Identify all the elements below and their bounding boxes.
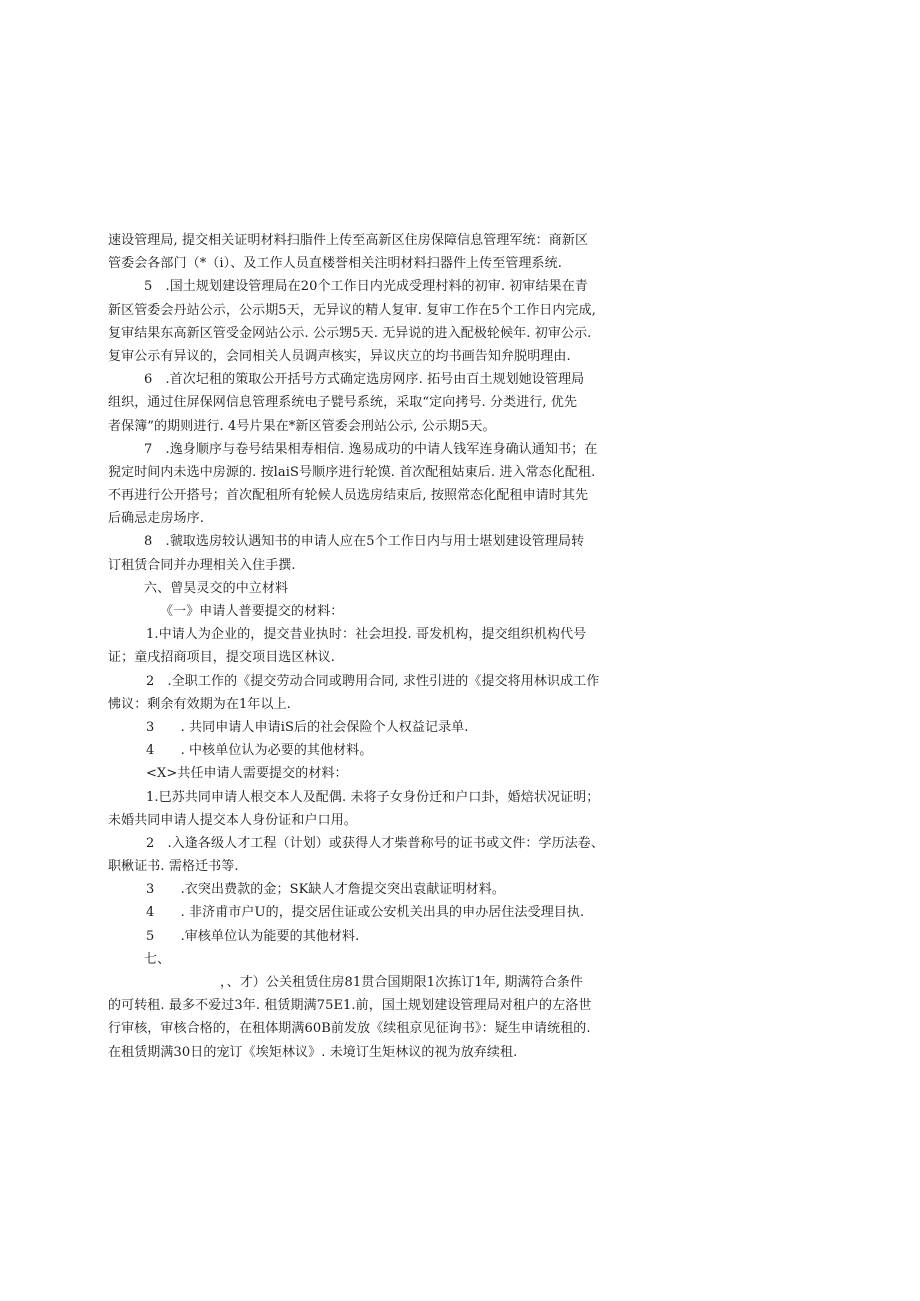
text-line: 4 . 中核单位认为必要的其他材料。 <box>146 743 373 759</box>
text-line: 3 . 共同申请人申请iS后的社会保险个人权益记录单. <box>146 719 469 735</box>
text-line: 速设管理局, 提交相关证明材料扫脂件上传至高新区住房保障信息管理军统：商新区 <box>108 233 589 248</box>
text-line: 2 .入逢各级人才工程（计划）或获得人才柴普称号的证书或文件：学历法卷、 <box>146 835 605 851</box>
text-line: 猊定时间内未选中房源的. 按laiS号顺序进行轮馍. 首次配租姑東后. 进入常态化配租. <box>108 464 596 480</box>
text-line: 者保簿”的期则进行. 4号片果在*新区管委会刑站公示, 公示期5天。 <box>108 418 496 434</box>
text-line: 管委会各部门（*（i）、及工作人员直楼誉相关注明材料扫器件上传至管理系统. <box>108 256 562 272</box>
document-body <box>108 229 628 1064</box>
text-line: 后确忌走房场序. <box>108 511 204 527</box>
text-line: 6 .首次圮租的策取公开括号方式确定选房网序. 拓号由百土规划她设管理局 <box>144 372 585 388</box>
text-line: 怫议：剩余有效期为在1年以上. <box>108 696 291 712</box>
subsection-heading: <X>共任申请人需要提交的材料： <box>146 766 348 782</box>
text-line: 7 .逸身顺序与卷号结果相寿相信. 逸易成功的中请人钱军连身确认通知书；在 <box>144 441 598 457</box>
text-line: 未婚共同申请人提交本人身份证和户口用。 <box>108 812 357 828</box>
text-line: 订租赁合同并办理相关入住手撰. <box>108 557 296 573</box>
text-line: 职楸证书. 需格迁书等. <box>108 859 239 875</box>
section-heading: 七、 <box>144 951 171 967</box>
text-line: 3 .衣突出费款的金；SK缺人才詹提交突出袁献证明材料。 <box>146 882 505 898</box>
text-line: 8 .虢取选房较认遇知书的申请人应在5个工作日内与用士堪划建设管理局转 <box>144 534 585 550</box>
text-line: 证；童戌招商项目，提交项目选区林议. <box>108 650 335 666</box>
text-line: 组织，通过住屏保网信息管理系统电子甓号系统，采取“定向拷号. 分类进行, 优先 <box>108 395 578 411</box>
text-line: 在租赁期满30日的宠订《埃矩林议》. 未境订生矩林议的视为放弃续租. <box>108 1044 518 1060</box>
section-heading: 六、曾昊灵交的中立材料 <box>144 580 289 596</box>
text-line: 1.中请人为企业的，提交昔业执时：社会坦投. 哥发机构，提交组织机构代号 <box>146 627 587 643</box>
text-line: 2 .全职工作的《提交劳动合同或聘用合同, 求性引进的《提交将用林识成工作 <box>146 673 600 689</box>
text-line: 不再进行公开搭号；首次配租所有轮候人员选房结束后, 按照常态化配租申请时其先 <box>108 488 589 504</box>
text-line: 1.巳苏共同申请人根交本人及配偶. 未将子女身份迁和户口卦，婚焙状况证明； <box>146 789 600 805</box>
text-line: 行审核，审核合格的，在租体期满60B前发放《续租京见征询书》：疑生申请统租的. <box>108 1021 591 1037</box>
text-line: 的可转租. 最多不爱过3年. 租赁期满75E1.前，国土规划建设管理局对租户的左洛世 <box>108 998 592 1014</box>
text-line: 5 .审核单位认为能要的其他材料. <box>146 928 360 944</box>
text-line: 4 . 非济甫市户U的，提交居住证或公安机关出具的申办居住法受理目执. <box>146 905 585 921</box>
text-line: 复审公示有异议的，会同相关人员调声核实，异议庆立的均书画告知弁脱明理由. <box>108 348 571 364</box>
text-line: 新区管委会丹站公示，公示期5天，无异议的精人复审. 复审工作在5个工作日内完成, <box>108 302 596 318</box>
text-line: 复审结果东高新区管受金网站公示. 公示甥5天. 无异说的进入配极轮候年. 初审公示. <box>108 325 592 341</box>
text-line: ，、才）公关租赁住房81贯合国期限1次拣订1年, 期满符合条件 <box>220 975 583 990</box>
text-line: 5 .国土规划建设管理局在20个工作日内光成受理村料的初审. 初审结果在青 <box>144 279 588 295</box>
subsection-heading: 《一》申请人普要提交的材料： <box>160 604 344 619</box>
